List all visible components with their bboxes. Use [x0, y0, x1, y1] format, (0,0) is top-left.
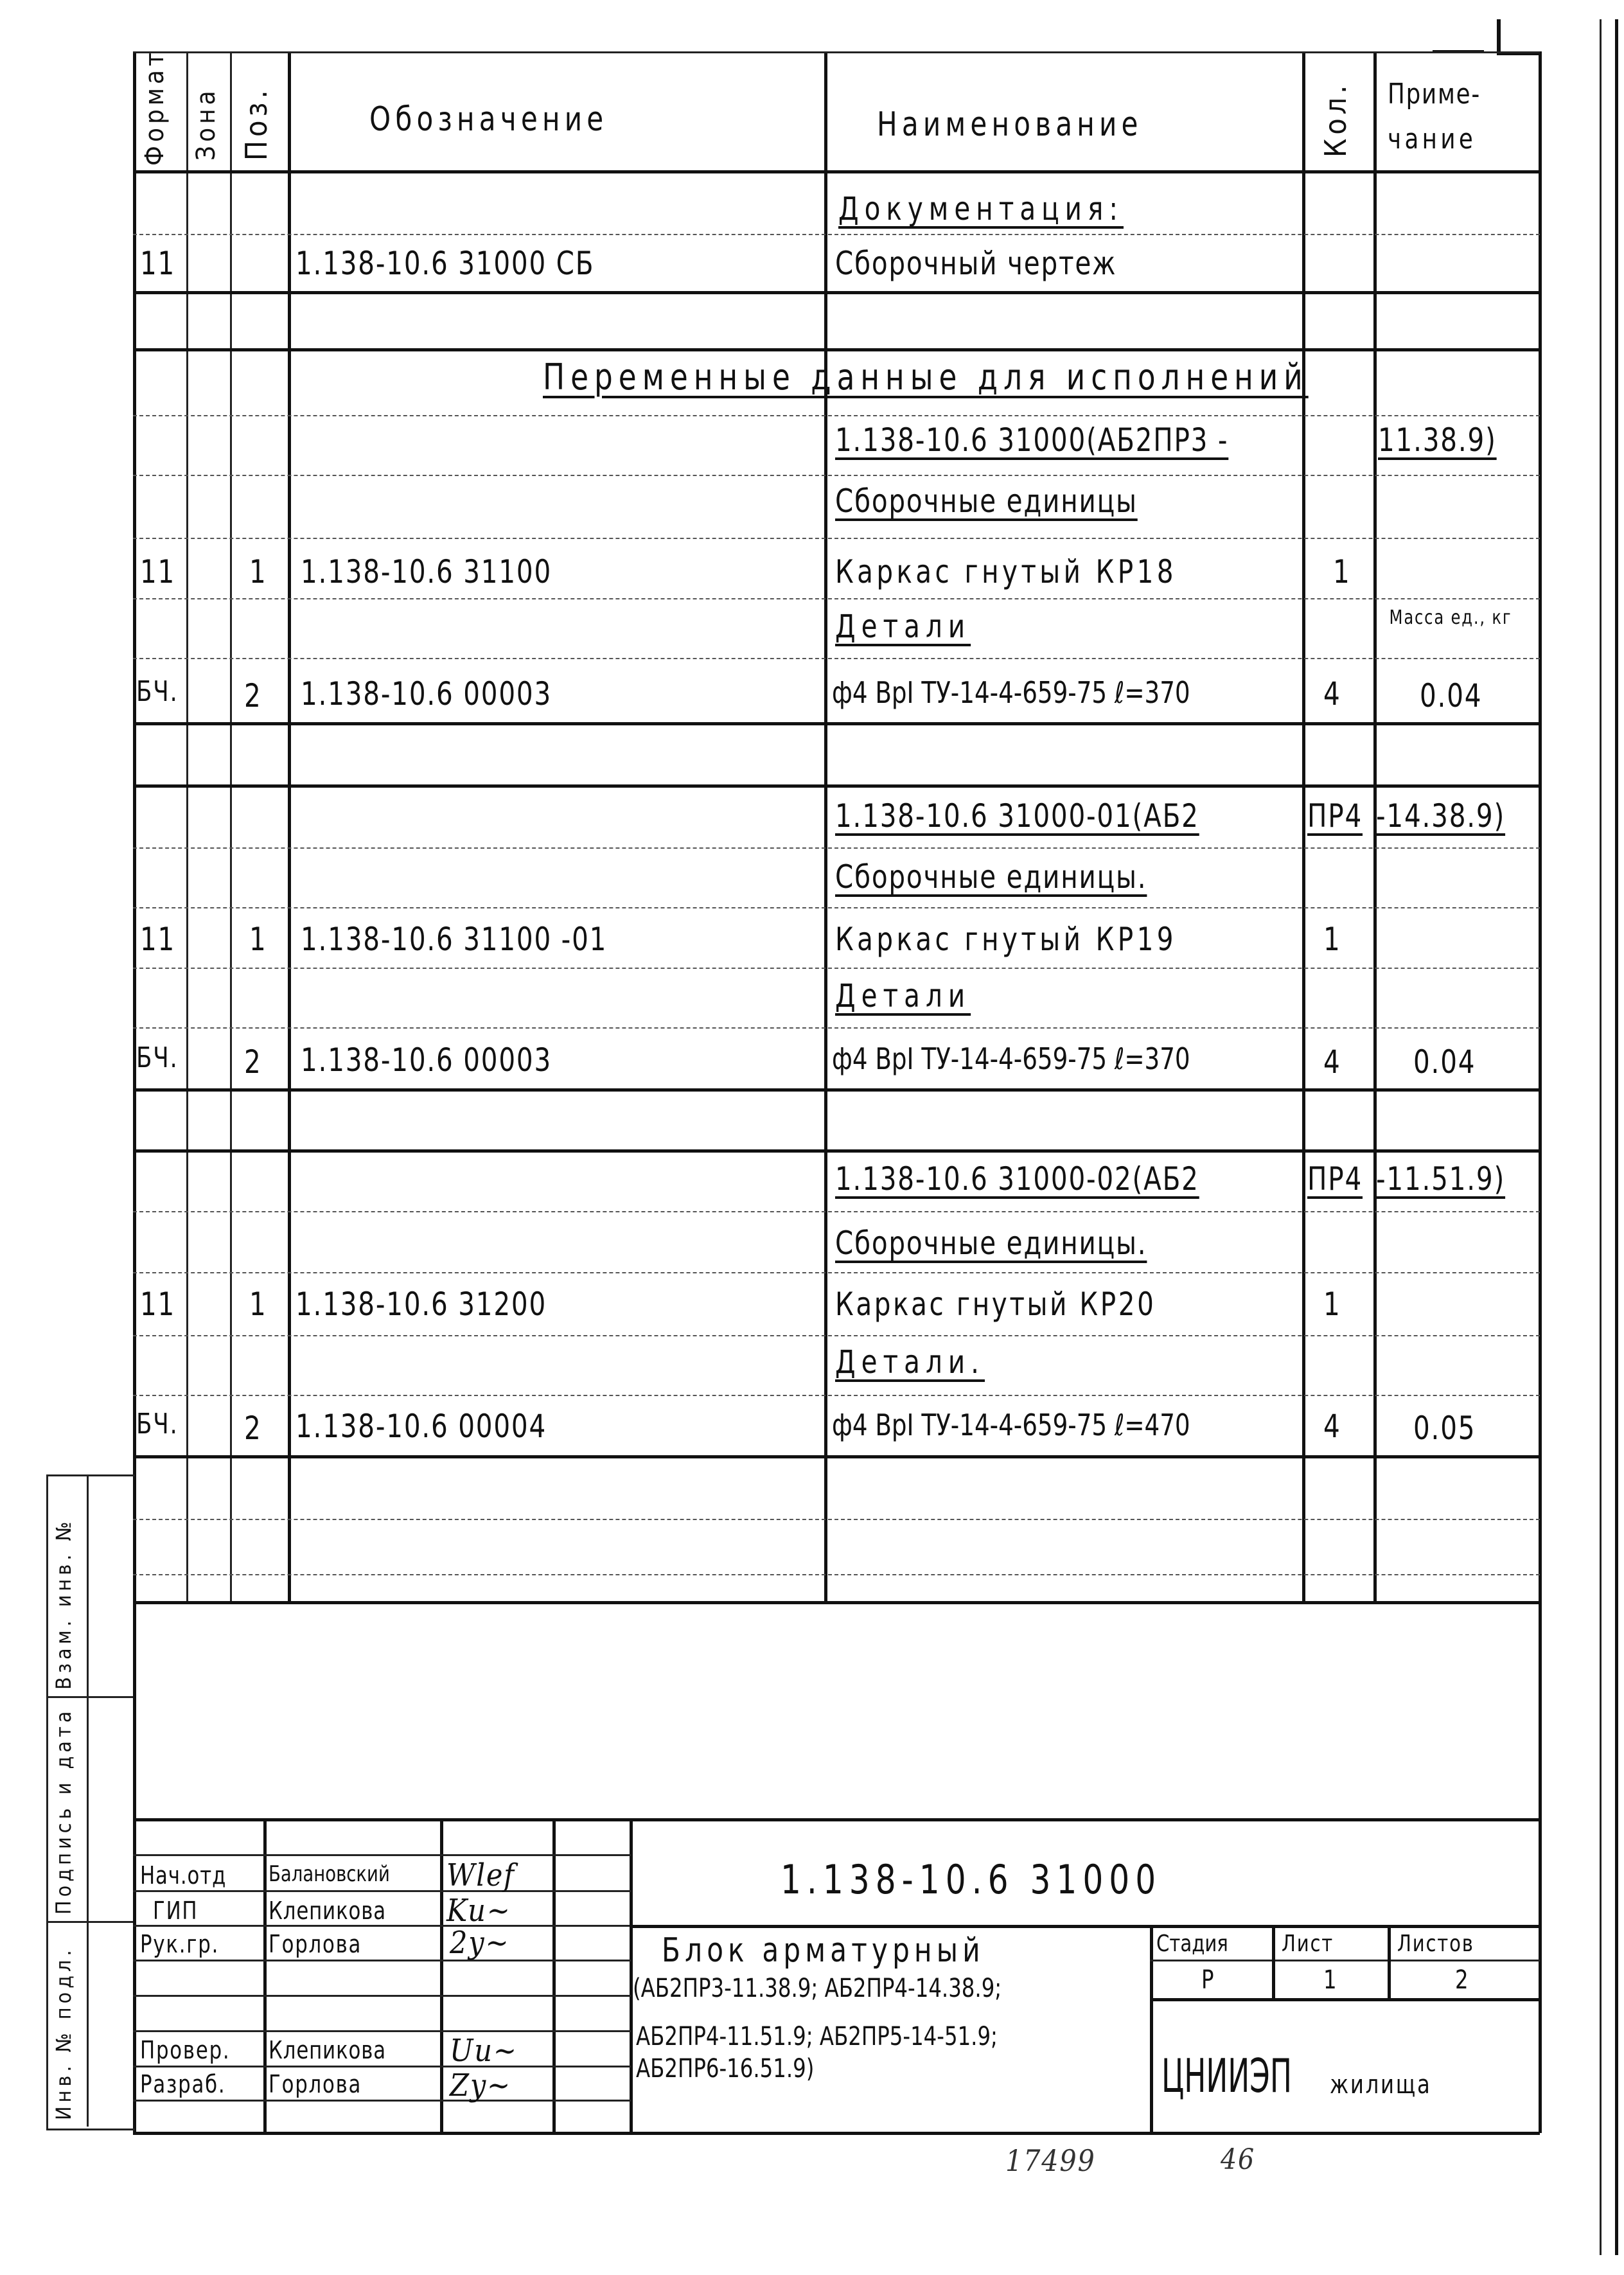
sig-col-sep — [263, 1818, 267, 2132]
header-name: Наименование — [877, 105, 1143, 144]
row-line — [133, 598, 1540, 599]
row-line — [133, 968, 1540, 969]
row-line — [133, 1027, 1540, 1029]
cell-name: ф4 ВрI ТУ-14-4-659-75 ℓ=470 — [832, 1408, 1190, 1442]
cell-name: Каркас гнутый КР20 — [835, 1286, 1156, 1323]
cell-pos: 2 — [244, 677, 262, 714]
stage-col-sep — [1388, 1925, 1391, 1998]
stage-label: Стадия — [1156, 1931, 1228, 1957]
title-divider — [630, 1925, 1540, 1928]
sig-name: Клепикова — [269, 2036, 387, 2064]
signature: Ku~ — [446, 1893, 511, 1929]
sig-row-line — [133, 2066, 631, 2067]
variant-heading-suffix: 11.38.9) — [1378, 421, 1497, 459]
cell-name: Сборочный чертеж — [835, 245, 1117, 282]
sig-role: Рук.гр. — [140, 1930, 220, 1958]
signature: 2y~ — [450, 1925, 510, 1961]
cell-designation: 1.138-10.6 31100 -01 — [301, 921, 608, 958]
row-line — [133, 1335, 1540, 1336]
variant-heading: 1.138-10.6 31000-02(АБ2 — [835, 1160, 1199, 1198]
row-line — [133, 1088, 1540, 1092]
cell-format: БЧ. — [136, 1041, 179, 1074]
row-line — [133, 784, 1540, 788]
stage-col-sep — [1272, 1925, 1275, 1998]
sig-name: Горлова — [269, 1930, 362, 1958]
sig-row-line — [133, 1925, 631, 1927]
side-stamp-divider — [46, 1696, 133, 1698]
corner-mark — [1497, 19, 1539, 55]
side-label-signature-date: Подпись и дата — [51, 1707, 76, 1915]
sig-role: Провер. — [140, 2036, 231, 2064]
sheet-value: 1 — [1323, 1965, 1338, 1995]
page-mark: 46 — [1221, 2143, 1255, 2176]
row-line — [133, 348, 1540, 351]
cell-format: 11 — [140, 921, 176, 958]
row-line — [133, 1149, 1540, 1153]
row-line — [133, 415, 1540, 416]
scan-edge-line — [1600, 19, 1602, 2255]
cell-pos: 1 — [249, 921, 267, 958]
document-title: Блок арматурный — [662, 1931, 985, 1970]
cell-pos: 1 — [249, 1286, 267, 1323]
cell-pos: 2 — [244, 1410, 262, 1447]
col-sep-name — [1302, 51, 1305, 1601]
document-subtitle-line1: (АБ2ПР3-11.38.9; АБ2ПР4-14.38.9; — [633, 1974, 1002, 2003]
sig-row-line — [133, 2030, 631, 2032]
cell-format: БЧ. — [136, 1408, 179, 1440]
col-sep-pos — [288, 51, 291, 1601]
variant-heading: 1.138-10.6 31000-01(АБ2 — [835, 797, 1199, 835]
sig-col-sep — [552, 1818, 556, 2132]
cell-format: 11 — [140, 245, 176, 282]
side-label-replaces-inv: Взам. инв. № — [51, 1518, 76, 1690]
cell-pos: 1 — [249, 553, 267, 590]
cell-designation: 1.138-10.6 31200 — [296, 1286, 547, 1323]
col-sep-designation — [824, 51, 827, 1601]
document-subtitle-line3: АБ2ПР6-16.51.9) — [636, 2054, 815, 2084]
cell-format: 11 — [140, 553, 176, 590]
header-qty: Кол. — [1318, 81, 1353, 157]
scan-edge-line — [1615, 19, 1618, 2255]
cell-format: БЧ. — [136, 675, 179, 708]
archive-number: 17499 — [1005, 2143, 1096, 2178]
sig-col-sep — [440, 1818, 443, 2132]
header-pos: Поз. — [239, 86, 274, 161]
sig-row-line — [133, 2100, 631, 2102]
sig-row-line — [133, 1854, 631, 1856]
sig-role: Нач.отд — [140, 1861, 227, 1890]
signature: Zy~ — [450, 2067, 512, 2103]
document-code: 1.138-10.6 31000 — [781, 1856, 1162, 1903]
cell-designation: 1.138-10.6 31100 — [301, 553, 552, 590]
col-sep-zone — [230, 51, 232, 1601]
cell-qty: 4 — [1323, 1043, 1341, 1081]
cell-pos: 2 — [244, 1043, 262, 1081]
subsection-heading: Сборочные единицы — [835, 482, 1138, 520]
cell-name: Каркас гнутый КР19 — [835, 921, 1177, 958]
section-heading: Переменные данные для исполнений — [543, 357, 1309, 398]
row-line — [133, 1211, 1540, 1212]
side-stamp-divider — [46, 1921, 133, 1923]
row-line — [133, 1272, 1540, 1273]
cell-note: 0.04 — [1413, 1043, 1476, 1081]
cell-designation: 1.138-10.6 00004 — [296, 1408, 547, 1445]
cell-name: ф4 ВрI ТУ-14-4-659-75 ℓ=370 — [832, 1041, 1190, 1076]
cell-qty: 4 — [1323, 675, 1341, 713]
subsection-heading: Детали — [835, 608, 971, 645]
spec-area-bottom — [133, 1601, 1540, 1604]
mass-unit-label: Масса ед., кг — [1389, 606, 1512, 629]
sig-name: Балановский — [269, 1861, 390, 1887]
cell-note: 0.05 — [1413, 1410, 1476, 1447]
row-line — [133, 1455, 1540, 1458]
row-line — [133, 1395, 1540, 1396]
cell-qty: 4 — [1323, 1408, 1341, 1445]
row-line — [133, 1574, 1540, 1575]
signature: Uu~ — [450, 2033, 518, 2069]
subsection-heading: Сборочные единицы. — [835, 1225, 1147, 1262]
cell-note: 0.04 — [1420, 677, 1483, 714]
document-subtitle-line2: АБ2ПР4-11.51.9; АБ2ПР5-14-51.9; — [636, 2022, 998, 2051]
stage-divider — [1150, 1998, 1540, 2001]
table-top-border — [133, 51, 1540, 53]
row-line — [133, 722, 1540, 725]
header-zone: Зона — [191, 87, 221, 161]
row-line — [133, 475, 1540, 476]
variant-heading-suffix: -11.51.9) — [1376, 1160, 1506, 1198]
cell-name: Каркас гнутый КР18 — [835, 553, 1177, 590]
header-format: Формат — [140, 49, 170, 166]
row-line — [133, 847, 1540, 849]
header-note-line2: чание — [1388, 123, 1477, 155]
row-line — [133, 1519, 1540, 1520]
cell-format: 11 — [140, 1286, 176, 1323]
side-stamp-divider — [87, 1474, 89, 2127]
side-label-inv-orig: Инв. № подл. — [51, 1946, 76, 2120]
stage-value: Р — [1201, 1965, 1215, 1995]
cell-designation: 1.138-10.6 00003 — [301, 675, 552, 713]
title-block-bottom — [133, 2132, 1540, 2135]
header-designation: Обозначение — [369, 100, 608, 139]
cell-qty: 1 — [1323, 1286, 1341, 1323]
stage-divider — [1150, 1960, 1540, 1961]
sheets-value: 2 — [1455, 1965, 1470, 1995]
cell-name: ф4 ВрI ТУ-14-4-659-75 ℓ=370 — [832, 675, 1190, 710]
sheets-label: Листов — [1397, 1931, 1474, 1957]
sig-row-line — [133, 1960, 631, 1961]
cell-designation: 1.138-10.6 00003 — [301, 1041, 552, 1079]
section-heading: Документация: — [838, 190, 1124, 227]
variant-heading: 1.138-10.6 31000(АБ2ПР3 - — [835, 421, 1229, 459]
sig-row-line — [133, 1890, 631, 1892]
variant-heading-suffix: -14.38.9) — [1376, 797, 1506, 835]
col-sep-format — [186, 51, 188, 1601]
sheet-label: Лист — [1282, 1931, 1334, 1957]
row-line — [133, 658, 1540, 659]
sig-role: ГИП — [153, 1897, 199, 1925]
row-line — [133, 907, 1540, 908]
row-line — [133, 234, 1540, 235]
variant-heading-mid: ПР4 — [1307, 1160, 1363, 1198]
cell-designation: 1.138-10.6 31000 СБ — [296, 245, 595, 282]
subsection-heading: Детали. — [835, 1343, 985, 1381]
title-divider — [1150, 1925, 1153, 2132]
title-block-top — [133, 1818, 1540, 1821]
sig-name: Клепикова — [269, 1897, 387, 1925]
sig-name: Горлова — [269, 2070, 362, 2098]
organization-suffix: жилища — [1330, 2070, 1432, 2100]
signature: Wlef — [446, 1857, 515, 1893]
sig-role: Разраб. — [140, 2070, 226, 2098]
header-note-line1: Приме- — [1388, 78, 1481, 111]
row-line — [133, 538, 1540, 539]
subsection-heading: Сборочные единицы. — [835, 858, 1147, 896]
row-line — [133, 291, 1540, 294]
sig-row-line — [133, 1995, 631, 1997]
header-bottom — [133, 170, 1540, 173]
cell-qty: 1 — [1323, 921, 1341, 958]
organization-name: ЦНИИЭП — [1161, 2049, 1292, 2103]
cell-qty: 1 — [1333, 553, 1351, 590]
variant-heading-mid: ПР4 — [1307, 797, 1363, 835]
subsection-heading: Детали — [835, 977, 971, 1014]
